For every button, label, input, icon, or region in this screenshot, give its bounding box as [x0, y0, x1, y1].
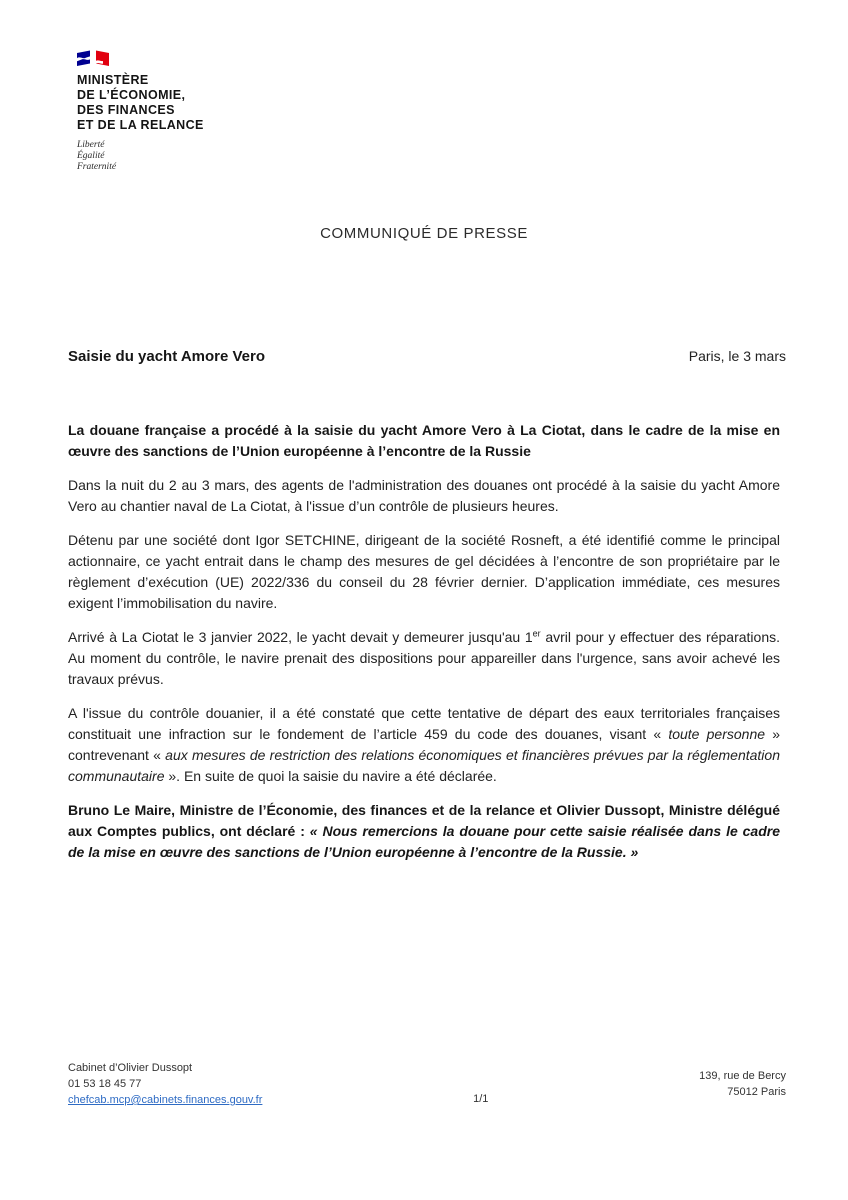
contact-email-link[interactable]: chefcab.mcp@cabinets.finances.gouv.fr — [68, 1094, 263, 1106]
paragraph-ministers-statement — [68, 800, 780, 863]
ministry-logo-block — [77, 50, 204, 173]
motto-line: Fraternité — [77, 162, 117, 172]
ministry-line: DE L’ÉCONOMIE, — [77, 88, 186, 102]
footer-address-block — [699, 1060, 786, 1108]
paragraph-text: Détenu par une société dont Igor SETCHINE, dirigeant de la société Rosneft, a été identifié comme le principal actionnaire, ce yacht entrait dans le champ des mesures de gel décidées à l’encontre de son propriétaire par le règlement d’exécution (UE) 2022/336 du conseil du 28 février dernier. D’application immédiate, ces mesures exigent l’immobilisation du navire. — [68, 532, 780, 611]
paragraph-text: A l'issue du contrôle douanier, il a été constaté que cette tentative de départ des eaux territoriales françaises constituait une infraction sur le fondement de l’article 459 du code des douanes, visant « — [68, 705, 780, 742]
paragraph-owner — [68, 530, 780, 614]
ordinal-superscript: er — [532, 628, 541, 639]
contact-name: Cabinet d’Olivier Dussopt — [68, 1062, 193, 1074]
lead-paragraph: La douane française a procédé à la saisie du yacht Amore Vero à La Ciotat, dans le cadre de la mise en œuvre des sanctions de l’Union européenne à l’encontre de la Russie — [68, 422, 780, 459]
statement-intro: Bruno Le Maire, Ministre de l’Économie, des finances et de la relance et Olivier Dussopt, Ministre délégué aux Comptes publics, ont déclaré : — [68, 802, 780, 839]
motto-line: Liberté — [77, 140, 105, 150]
motto-line: Égalité — [77, 151, 105, 161]
ministry-line: DES FINANCES — [77, 103, 175, 117]
footer-contact-block — [68, 1060, 262, 1108]
paragraph-text: avril pour y effectuer des réparations. Au moment du contrôle, le navire prenait des dispositions pour appareiller dans l'urgence, sans avoir achevé les travaux prévus. — [68, 629, 780, 687]
paragraph-text: » contrevenant « — [68, 726, 780, 763]
dateline: Paris, le 3 mars — [688, 348, 786, 364]
republic-motto — [77, 140, 204, 173]
address-city: 75012 Paris — [727, 1086, 786, 1098]
paragraph-text: Arrivé à La Ciotat le 3 janvier 2022, le yacht devait y demeurer jusqu'au 1 — [68, 629, 533, 645]
paragraph-text: ». En suite de quoi la saisie du navire a été déclarée. — [164, 768, 497, 784]
contact-phone: 01 53 18 45 77 — [68, 1078, 142, 1090]
paragraph-arrival — [68, 627, 780, 690]
paragraph-text: Dans la nuit du 2 au 3 mars, des agents de l'administration des douanes ont procédé à la saisie du yacht Amore Vero au chantier naval de La Ciotat, à l'issue d’un contrôle de plusieurs heures. — [68, 477, 780, 514]
press-release-kicker: COMMUNIQUÉ DE PRESSE — [320, 225, 528, 242]
page-number: 1/1 — [473, 1093, 489, 1105]
quoted-legal-text: aux mesures de restriction des relations économiques et financières prévues par la réglementation communautaire — [68, 747, 780, 784]
ministry-line: ET DE LA RELANCE — [77, 118, 204, 132]
ministry-line: MINISTÈRE — [77, 73, 149, 87]
heading-row — [68, 348, 786, 365]
statement-quote: « Nous remercions la douane pour cette saisie réalisée dans le cadre de la mise en œuvre des sanctions de l’Union européenne à l’encontre de la Russie. » — [68, 823, 781, 860]
address-street: 139, rue de Bercy — [699, 1070, 786, 1082]
page-title: Saisie du yacht Amore Vero — [68, 348, 266, 365]
document-body — [68, 420, 780, 876]
ministry-name — [77, 73, 204, 133]
page-footer — [68, 1060, 786, 1108]
paragraph-infraction — [68, 703, 780, 787]
quoted-legal-term: toute personne — [668, 726, 766, 742]
french-flag-icon — [77, 50, 111, 69]
paragraph-night-seizure — [68, 475, 780, 517]
